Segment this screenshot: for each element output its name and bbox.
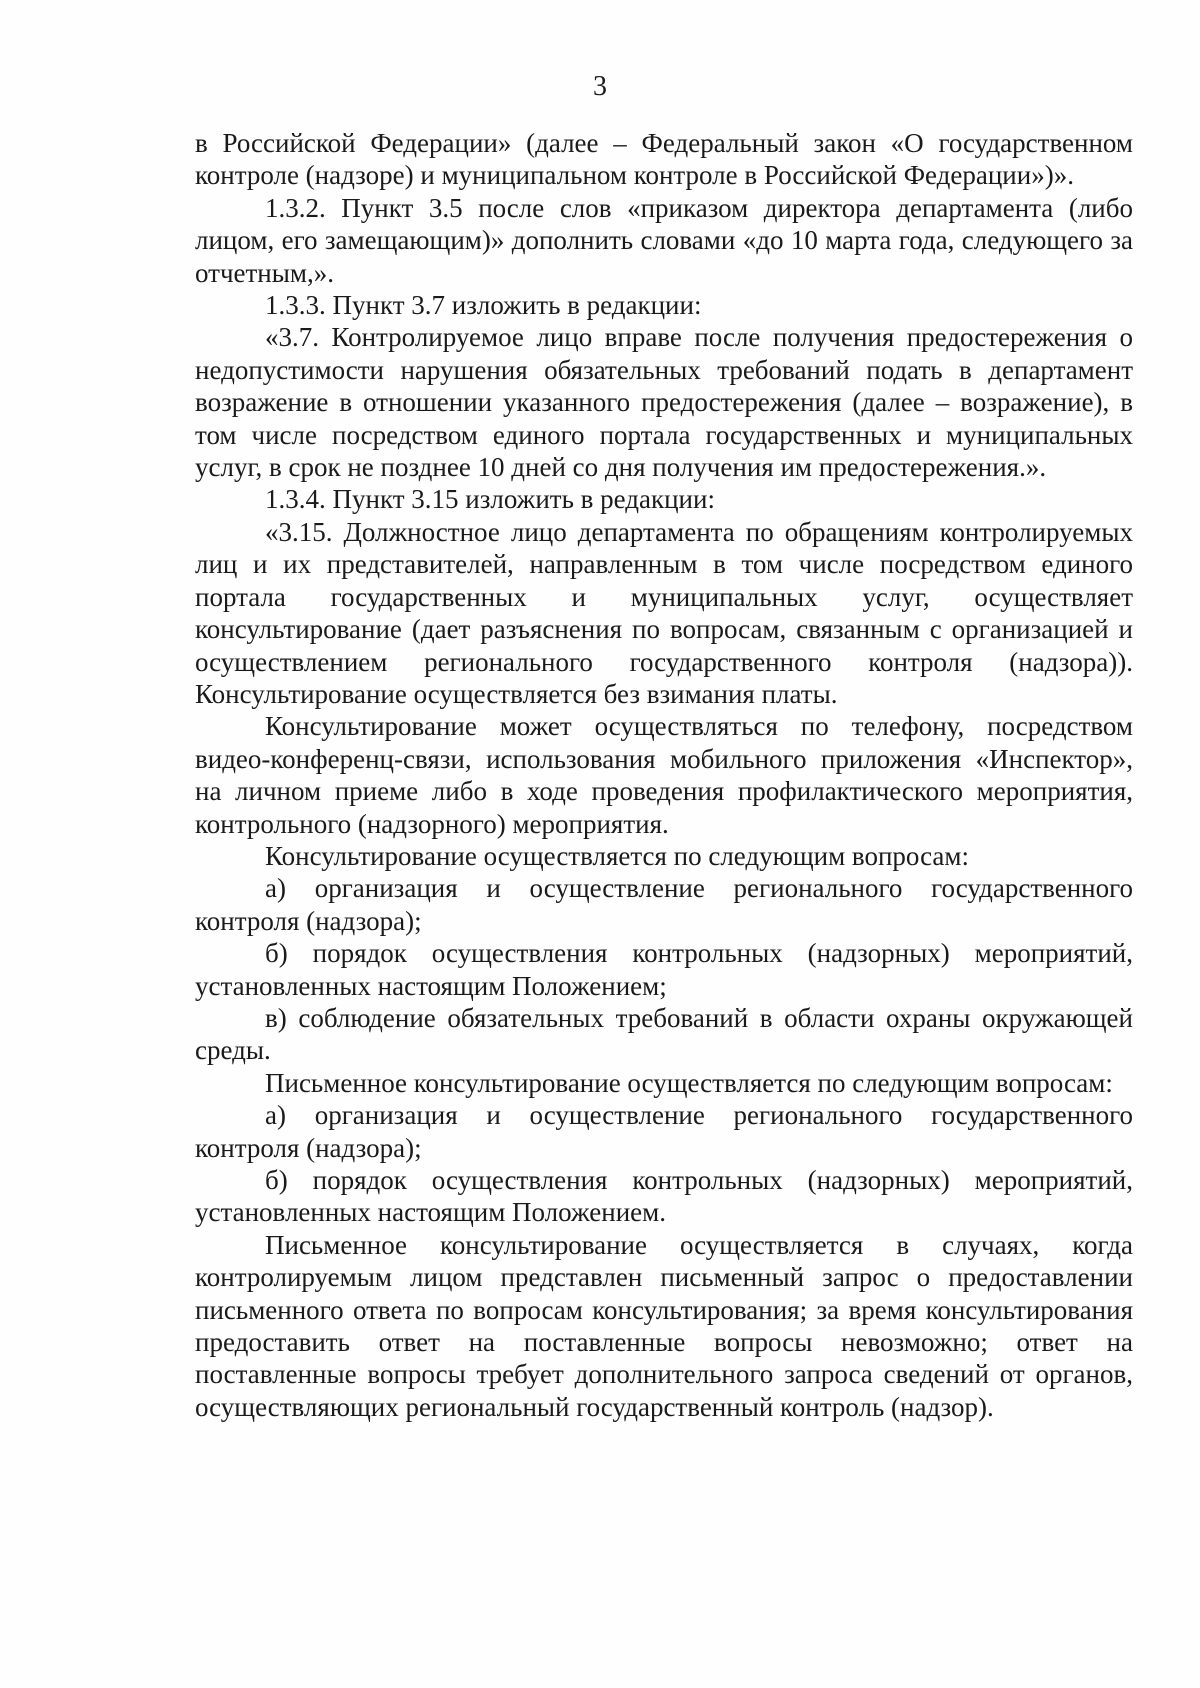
paragraph-consulting-topics: Консультирование осуществляется по следующим вопросам:: [265, 840, 969, 871]
paragraph-written-consulting-topics: Письменное консультирование осуществляется по следующим вопросам:: [265, 1067, 1113, 1098]
paragraph-clause-3-7: «3.7. Контролируемое лицо вправе после получения предостережения о недопустимости нарушения обязательных требований подать в департамент возражение в отношении указанного предостережения (далее – возражение), в том числе посредством единого портала государственных и муниципальных услуг, в срок не позднее 10 дней со дня получения им предостережения.».: [195, 322, 1133, 483]
paragraph-1-3-4: 1.3.4. Пункт 3.15 изложить в редакции:: [265, 484, 715, 515]
paragraph-1-3-3: 1.3.3. Пункт 3.7 изложить в редакции:: [265, 290, 702, 321]
paragraph-continuation: в Российской Федерации» (далее – Федеральный закон «О государственном контроле (надзоре) и муниципальном контроле в Российской Федерации»)».: [195, 128, 1133, 191]
document-body: [195, 127, 1133, 1423]
paragraph-clause-3-15: «3.15. Должностное лицо департамента по обращениям контролируемых лиц и их представителей, направленным в том числе посредством единого портала государственных и муниципальных услуг, осуществляет консультирование (дает разъяснения по вопросам, связанным с организацией и осуществлением регионального государственного контроля (надзора)). Консультирование осуществляется без взимания платы.: [195, 516, 1133, 709]
paragraph-written-consulting-cases: Письменное консультирование осуществляется в случаях, когда контролируемым лицом представлен письменный запрос о предоставлении письменного ответа по вопросам консультирования; за время консультирования предоставить ответ на поставленные вопросы невозможно; ответ на поставленные вопросы требует дополнительного запроса сведений от органов, осуществляющих региональный государственный контроль (надзор).: [195, 1229, 1133, 1422]
list-item-v: в) соблюдение обязательных требований в области охраны окружающей среды.: [195, 1002, 1133, 1066]
page-number: 3: [593, 71, 607, 102]
written-list-item-a: а) организация и осуществление регионального государственного контроля (надзора);: [195, 1100, 1133, 1163]
paragraph-1-3-2: 1.3.2. Пункт 3.5 после слов «приказом директора департамента (либо лицом, его замещающим)» дополнить словами «до 10 марта года, следующего за отчетным,».: [195, 192, 1133, 288]
list-item-b: б) порядок осуществления контрольных (надзорных) мероприятий, установленных настоящим Положением;: [195, 938, 1133, 1001]
paragraph-consulting-methods: Консультирование может осуществляться по телефону, посредством видео-конференц-связи, использования мобильного приложения «Инспектор», на личном приеме либо в ходе проведения профилактического мероприятия, контрольного (надзорного) мероприятия.: [195, 711, 1133, 839]
written-list-item-b: б) порядок осуществления контрольных (надзорных) мероприятий, установленных настоящим Положением.: [195, 1165, 1133, 1228]
list-item-a: а) организация и осуществление регионального государственного контроля (надзора);: [195, 873, 1133, 936]
